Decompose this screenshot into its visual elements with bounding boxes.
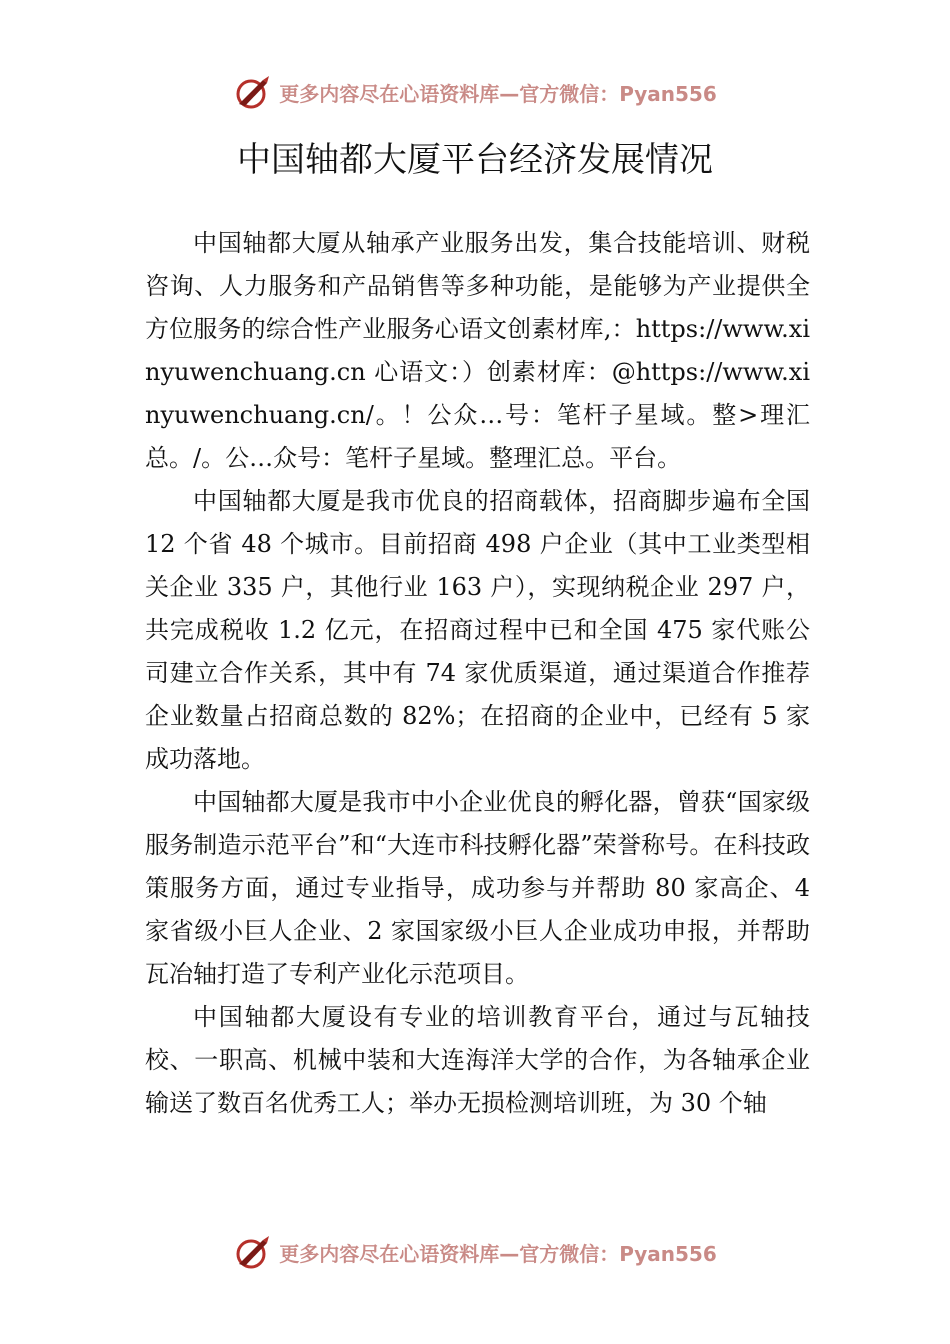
pen-logo-icon bbox=[233, 74, 273, 110]
footer-banner bbox=[0, 1232, 950, 1272]
header-banner bbox=[0, 72, 950, 112]
paragraph-2: 中国轴都大厦是我市优良的招商载体，招商脚步遍布全国 12 个省 48 个城市。目前招商 498 户企业（其中工业类型相关企业 335 户，其他行业 163 户），实现纳税企业 297 户，共完成税收 1.2 亿元，在招商过程中已和全国 475 家代账公司建立合作关系，其中有 74 家优质渠道，通过渠道合作推荐企业数量占招商总数的 82%；在招商的企业中，已经有 5 家成功落地。 bbox=[145, 487, 810, 773]
document-body bbox=[145, 222, 810, 1125]
paragraph-4: 中国轴都大厦设有专业的培训教育平台，通过与瓦轴技校、一职高、机械中装和大连海洋大学的合作，为各轴承企业输送了数百名优秀工人；举办无损检测培训班，为 30 个轴 bbox=[145, 1003, 810, 1117]
document-title: 中国轴都大厦平台经济发展情况 bbox=[237, 140, 713, 180]
pen-logo-icon bbox=[233, 1234, 273, 1270]
header-banner-text: 更多内容尽在心语资料库—官方微信：Pyan556 bbox=[279, 81, 717, 106]
paragraph-3: 中国轴都大厦是我市中小企业优良的孵化器，曾获“国家级服务制造示范平台”和“大连市科技孵化器”荣誉称号。在科技政策服务方面，通过专业指导，成功参与并帮助 80 家高企、4 家省级小巨人企业、2 家国家级小巨人企业成功申报，并帮助瓦冶轴打造了专利产业化示范项目。 bbox=[145, 788, 810, 988]
footer-banner-text: 更多内容尽在心语资料库—官方微信：Pyan556 bbox=[279, 1241, 717, 1266]
paragraph-1: 中国轴都大厦从轴承产业服务出发，集合技能培训、财税咨询、人力服务和产品销售等多种功能，是能够为产业提供全方位服务的综合性产业服务心语文创素材库,：https://www.xinyuwenchuang.cn 心语文：）创素材库：@https://www.xinyuwenchuang.cn/。！公众…号：笔杆子星域。整>理汇总。/。公…众号：笔杆子星域。整理汇总。平台。 bbox=[145, 229, 810, 472]
